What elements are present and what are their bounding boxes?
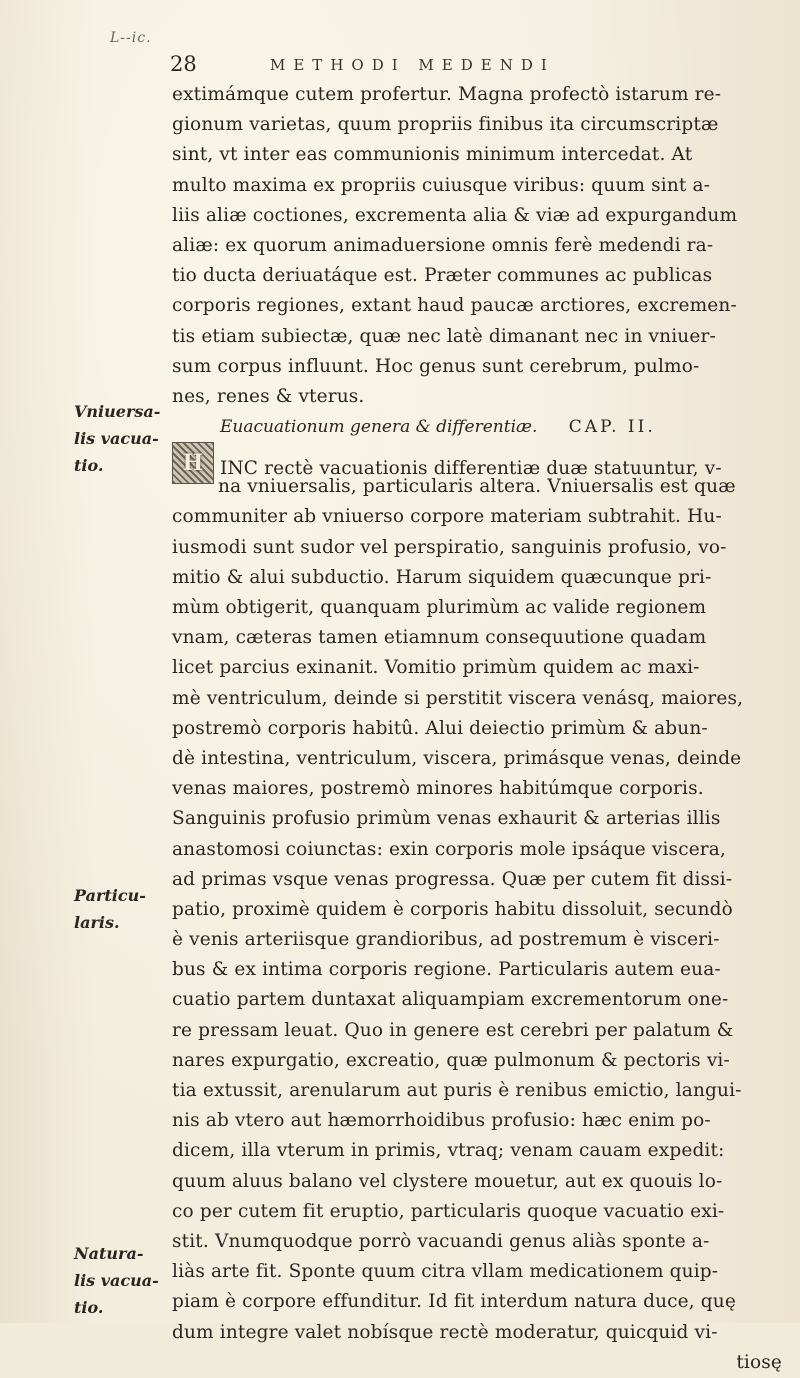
text-line: venas maiores, postremò minores habitúmque corporis. — [172, 778, 704, 800]
text-line: mitio & alui subductio. Harum siquidem quæcunque pri- — [172, 566, 712, 588]
margin-note-universalis — [74, 398, 166, 479]
text-line: gionum varietas, quum propriis finibus ita circumscriptæ — [172, 114, 719, 136]
text-line: licet parcius exinanit. Vomitio primùm quidem ac maxi- — [172, 657, 700, 679]
text-line: communiter ab vniuerso corpore materiam subtrahit. Hu- — [172, 506, 722, 528]
text-line: liàs arte fit. Sponte quum citra vllam medicationem quip- — [172, 1261, 719, 1283]
margin-note-line: tio. — [74, 456, 104, 475]
text-line: na vniuersalis, particularis altera. Vniuersalis est quæ — [218, 476, 736, 498]
margin-note-line: tio. — [74, 1298, 104, 1317]
text-line: tia extussit, arenularum aut puris è renibus emictio, langui- — [172, 1080, 742, 1101]
text-line: dè intestina, ventriculum, viscera, primásque venas, deinde — [172, 747, 742, 769]
text-line: mùm obtigerit, quanquam plurimùm ac valide regionem — [172, 597, 707, 618]
text-line: tio ducta deriuatáque est. Præter communes ac publicas — [172, 265, 713, 287]
margin-note-line: Natura- — [74, 1244, 144, 1263]
text-line: bus & ex intima corporis regione. Particularis autem eua- — [172, 959, 721, 981]
text-line: iusmodi sunt sudor vel perspiratio, sanguinis profusio, vo- — [172, 536, 727, 558]
text-line: mè ventriculum, deinde si perstitit viscera venásq, maiores, — [172, 687, 744, 709]
text-line: piam è corpore effunditur. Id fit interdum natura duce, quę — [172, 1291, 736, 1313]
text-line: anastomosi coiunctas: exin corporis mole ipsáque viscera, — [172, 838, 727, 860]
text-line: extimámque cutem profertur. Magna profectò istarum re- — [172, 84, 722, 105]
text-line: co per cutem fit eruptio, particularis quoque vacuatio exi- — [172, 1200, 725, 1222]
text-line: re pressam leuat. Quo in genere est cerebri per palatum & — [172, 1019, 734, 1041]
text-line: postremò corporis habitû. Alui deiectio primùm & abun- — [172, 717, 708, 739]
chapter-heading — [172, 412, 792, 442]
text-line-content: INC rectè vacuationis differentiæ duæ statuuntur, v- — [220, 458, 722, 480]
text-line: sint, vt inter eas communionis minimum intercedat. At — [172, 144, 693, 166]
text-line: ad primas vsque venas progressa. Quæ per cutem fit dissi- — [172, 868, 733, 890]
text-line: sum corpus influunt. Hoc genus sunt cerebrum, pulmo- — [172, 355, 700, 377]
text-line: nes, renes & vterus. — [172, 385, 365, 407]
corner-mark: L--ic. — [110, 30, 152, 46]
text-line: stit. Vnumquodque porrò vacuandi genus aliàs sponte a- — [172, 1230, 710, 1252]
page-header — [170, 52, 770, 82]
text-line: nares expurgatio, excreatio, quæ pulmonum & pectoris vi- — [172, 1049, 730, 1071]
margin-note-line: Particu- — [74, 886, 146, 905]
margin-note-naturalis — [74, 1240, 166, 1321]
margin-note-line: Vniuersa- — [74, 402, 161, 421]
margin-note-particularis — [74, 882, 166, 936]
page-number: 28 — [170, 52, 197, 76]
chapter-title: Euacuationum genera & differentiæ. — [220, 417, 538, 438]
margin-note-line: lis vacua- — [74, 429, 159, 448]
chapter-label: CAP. II. — [568, 417, 656, 438]
text-line — [172, 442, 792, 480]
text-line: aliæ: ex quorum animaduersione omnis ferè medendi ra- — [172, 234, 714, 256]
margin-note-line: laris. — [74, 913, 120, 932]
text-line: cuatio partem duntaxat aliquampiam excrementorum one- — [172, 989, 729, 1011]
text-line: è venis arteriisque grandioribus, ad postremum è visceri- — [172, 929, 720, 951]
text-line: dicem, illa vterum in primis, vtraq; venam cauam expedit: — [172, 1140, 725, 1162]
running-head: METHODI MEDENDI — [270, 56, 555, 74]
text-line: nis ab vtero aut hæmorrhoidibus profusio: hæc enim po- — [172, 1110, 711, 1132]
margin-note-line: lis vacua- — [74, 1271, 159, 1290]
drop-cap-letter: H — [182, 450, 204, 477]
text-line: multo maxima ex propriis cuiusque viribus: quum sint a- — [172, 174, 711, 196]
body-text — [172, 80, 792, 1378]
text-line: liis aliæ coctiones, excrementa alia & viæ ad expurgandum — [172, 204, 738, 226]
text-line: patio, proximè quidem è corporis habitu dissoluit, secundò — [172, 898, 733, 920]
text-line: quum aluus balano vel clystere mouetur, aut ex quouis lo- — [172, 1170, 723, 1192]
text-line: dum integre valet nobísque rectè moderatur, quicquid vi- — [172, 1321, 718, 1343]
catchword: tiosę — [736, 1351, 782, 1373]
text-line: corporis regiones, extant haud paucæ arctiores, excremen- — [172, 295, 737, 317]
text-line: vnam, cæteras tamen etiamnum consequutione quadam — [172, 627, 707, 649]
drop-cap-ornament — [172, 442, 214, 484]
text-line: tis etiam subiectæ, quæ nec latè dimanant nec in vniuer- — [172, 325, 716, 347]
text-line: Sanguinis profusio primùm venas exhaurit & arterias illis — [172, 808, 721, 830]
